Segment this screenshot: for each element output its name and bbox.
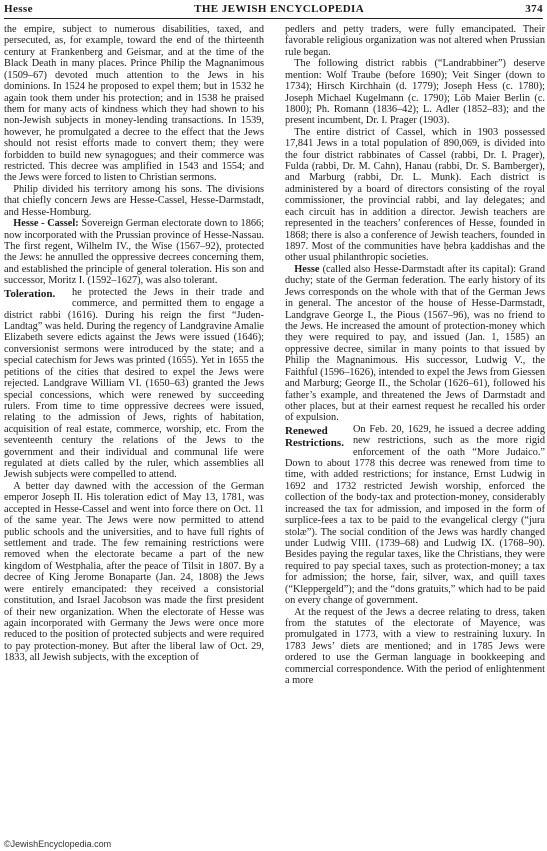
paragraph-text: Sovereign German electorate down to 1866; now incorporated with the Prussian province of Hesse-Nassau. The first regent, Wilhelm IV., the Wise (1567–92), protected the Jews: he annulled the oppressive decrees concerning them, and established the principle of general toleration. His son and successor, Moritz I. (1592–1627), was also tolerant. — [4, 218, 264, 287]
paragraph: At the request of the Jews a decree relating to dress, taken from the statutes of the electorate of Mayence, was promulgated in 1773, with a view to restraining luxury. In 1783 Jews’ diets are mentioned; and in 1785 Jews were ordered to use the German language in bookkeeping and commercial correspondence. With the period of enlightenment a more — [285, 606, 545, 687]
section-heading-hesse: Hesse — [294, 263, 320, 275]
paragraph-text: On Feb. 20, 1629, he issued a decree adding new restrictions, such as the more rigid enforcement of the oath “More Judaico.” Down to about 1778 this decree was renewed from time to time, with added restrictions; for instance, Ernst Ludwig in 1692 and 1732 restricted Jewish worship, enforced the collection of the body-tax and protection-money, considerably increased the tax for admission, and imposed in the form of surplice-fees a tax to be paid to the evangelical clergy (“jura stolæ”). The social condition of the Jews was hardly changed under Ludwig VIII. (1739–68) and Ludwig IX. (1768–90). Besides paying the regular taxes, like the Christians, they were required to pay special taxes, such as protection-money; a tax for admission; the horse, fair, silver, wax, and quill taxes (“Kleppergeld”); and the “dons gratuits,” which had to be paid on every change of government. — [285, 423, 545, 607]
section-heading-hesse-cassel: Hesse - Cassel: — [13, 218, 79, 230]
paragraph-text: (called also Hesse-Darmstadt after its capital): Grand duchy; state of the German federation. The early history of its Jews corresponds on the whole with that of the German Jews in general. The ancestor of the house of Hesse-Darmstadt, Landgrave George I., the Pious (1567–96), was no friend to the Jews. He increased the amount of protection-money which they were required to pay, and issued (Jan. 1, 1585) an oppressive decree, similar in many points to that issued by Philip the Magnanimous. His successor, Ludwig V., the Faithful (1596–1626), intended to expel the Jews from Giessen and Marburg; George II., the Scholar (1626–61), followed his father’s example, and threatened the Jews of Darmstadt and other places, but at their earnest request he recalled his order of expulsion. — [285, 263, 546, 424]
running-head — [4, 1, 543, 17]
right-column — [285, 24, 545, 686]
header-publication-title: THE JEWISH ENCYCLOPEDIA — [194, 3, 365, 15]
sidenote-renewed-restrictions: Renewed Restrictions. — [285, 424, 344, 449]
paragraph-renewed-restrictions — [285, 424, 545, 607]
paragraph: pedlers and petty traders, were fully emancipated. Their favorable religious organization was not altered when Prussian rule began. — [285, 24, 545, 58]
paragraph: A better day dawned with the accession of the German emperor Joseph II. His toleration edict of May 13, 1781, was accepted in Hesse-Cassel and went into force there on Oct. 11 of the same year. The Jews were now permitted to attend public schools and the universities, and to have full rights of settlement and trade. The few remaining restrictions were removed when the electorate became a part of the new kingdom of Westphalia, after the peace of Tilsit in 1807. By a decree of King Jerome Bonaparte (Jan. 24, 1808) the Jews were entirely emancipated: they received a consistorial constitution, and Israel Jacobson was made the first president of their new organization. When the electorate of Hesse was again incorporated with Germany the Jews were once more reduced to the position of protected subjects and were required to pay protection-money. But after the liberal law of Oct. 29, 1833, all Jewish subjects, with the exception of — [4, 480, 264, 664]
left-column — [4, 24, 264, 664]
paragraph-toleration — [4, 287, 264, 481]
header-page-number: 374 — [525, 3, 543, 15]
paragraph: The following district rabbis (“Landrabbiner”) deserve mention: Wolf Traube (before 1690); Veit Singer (down to 1734); Hirsch Kirchhain (d. 1779); Joseph Hess (c. 1780); Joseph Michael Kugelmann (c. 1790); Löb Maier Berlin (c. 1800); Ph. Romann (1836–42); L. Adler (1852–83); and the present incumbent, Dr. I. Prager (1903). — [285, 58, 545, 127]
header-rule — [4, 18, 543, 19]
paragraph-hesse-darmstadt — [285, 264, 545, 424]
paragraph-text: he protected the Jews in their trade and commerce, and permitted them to engage a district rabbi (1616). During his reign the first “Juden-Landtag” was held. During the regency of Landgravine Amalie Elizabeth severe edicts against the Jews were issued (1646); conversionist sermons were introduced by the state; and a special catechism for Jews was printed (1655). Yet in 1655 the petitions of the cities that desired to expel the Jews were rejected. Landgrave William VI. (1650–63) granted the Jews special concessions, which were renewed by succeeding rulers. From time to time oppressive decrees were issued, relating to the admission of Jews, rights of habitation, acquisition of real estate, commerce, worship, etc. From the seventeenth century the relations of the Jews to the government and their individual and communal life were regulated at diets called by the ruler, which assemblies all Jewish subjects were compelled to attend. — [4, 286, 264, 481]
paragraph: The entire district of Cassel, which in 1903 possessed 17,841 Jews in a total population of 890,069, is divided into the four district rabbinates of Cassel (rabbi, Dr. I. Prager), Fulda (rabbi, Dr. M. Cahn), Hanau (rabbi, Dr. S. Bamberger), and Marburg (rabbi, Dr. L. Munk). Each district is administered by a board of directors consisting of the royal commissioner, the provincial rabbi, and lay delegates; and each circuit has in addition a director. Jewish teachers are represented in the teachers’ conferences of Hesse, founded in 1868; there is also a conference of Jewish teachers, founded in 1897. Most of the communities have ḥebra ḳaddishas and the other usual philanthropic societies. — [285, 126, 545, 264]
paragraph: the empire, subject to numerous disabilities, taxed, and persecuted, as, for example, toward the end of the thirteenth century at Frankenberg and Geismar, and at the time of the Black Death in many places. Prince Philip the Magnanimous (1509–67) devoted much attention to the Jews in his dominions. In 1524 he proposed to expel them; but in 1532 he again took them under his protection; and in 1538 he praised them for many acts of kindness which they had shown to his non-Jewish subjects in money-lending transactions. In 1539, however, he promulgated a decree to the effect that the Jews should not resist efforts made to convert them; they were forbidden to build new synagogues; and their commerce was restricted. This decree was amplified in 1543 and 1554; and the Jews were forced to listen to Christian sermons. — [4, 24, 264, 184]
header-article-name: Hesse — [4, 3, 33, 15]
sidenote-toleration: Toleration. — [4, 287, 56, 300]
copyright-watermark: ©JewishEncyclopedia.com — [4, 839, 112, 849]
paragraph: Philip divided his territory among his sons. The divisions that chiefly concern Jews are Hesse-Cassel, Hesse-Darmstadt, and Hesse-Homburg. — [4, 183, 264, 218]
paragraph-hesse-cassel — [4, 218, 264, 287]
